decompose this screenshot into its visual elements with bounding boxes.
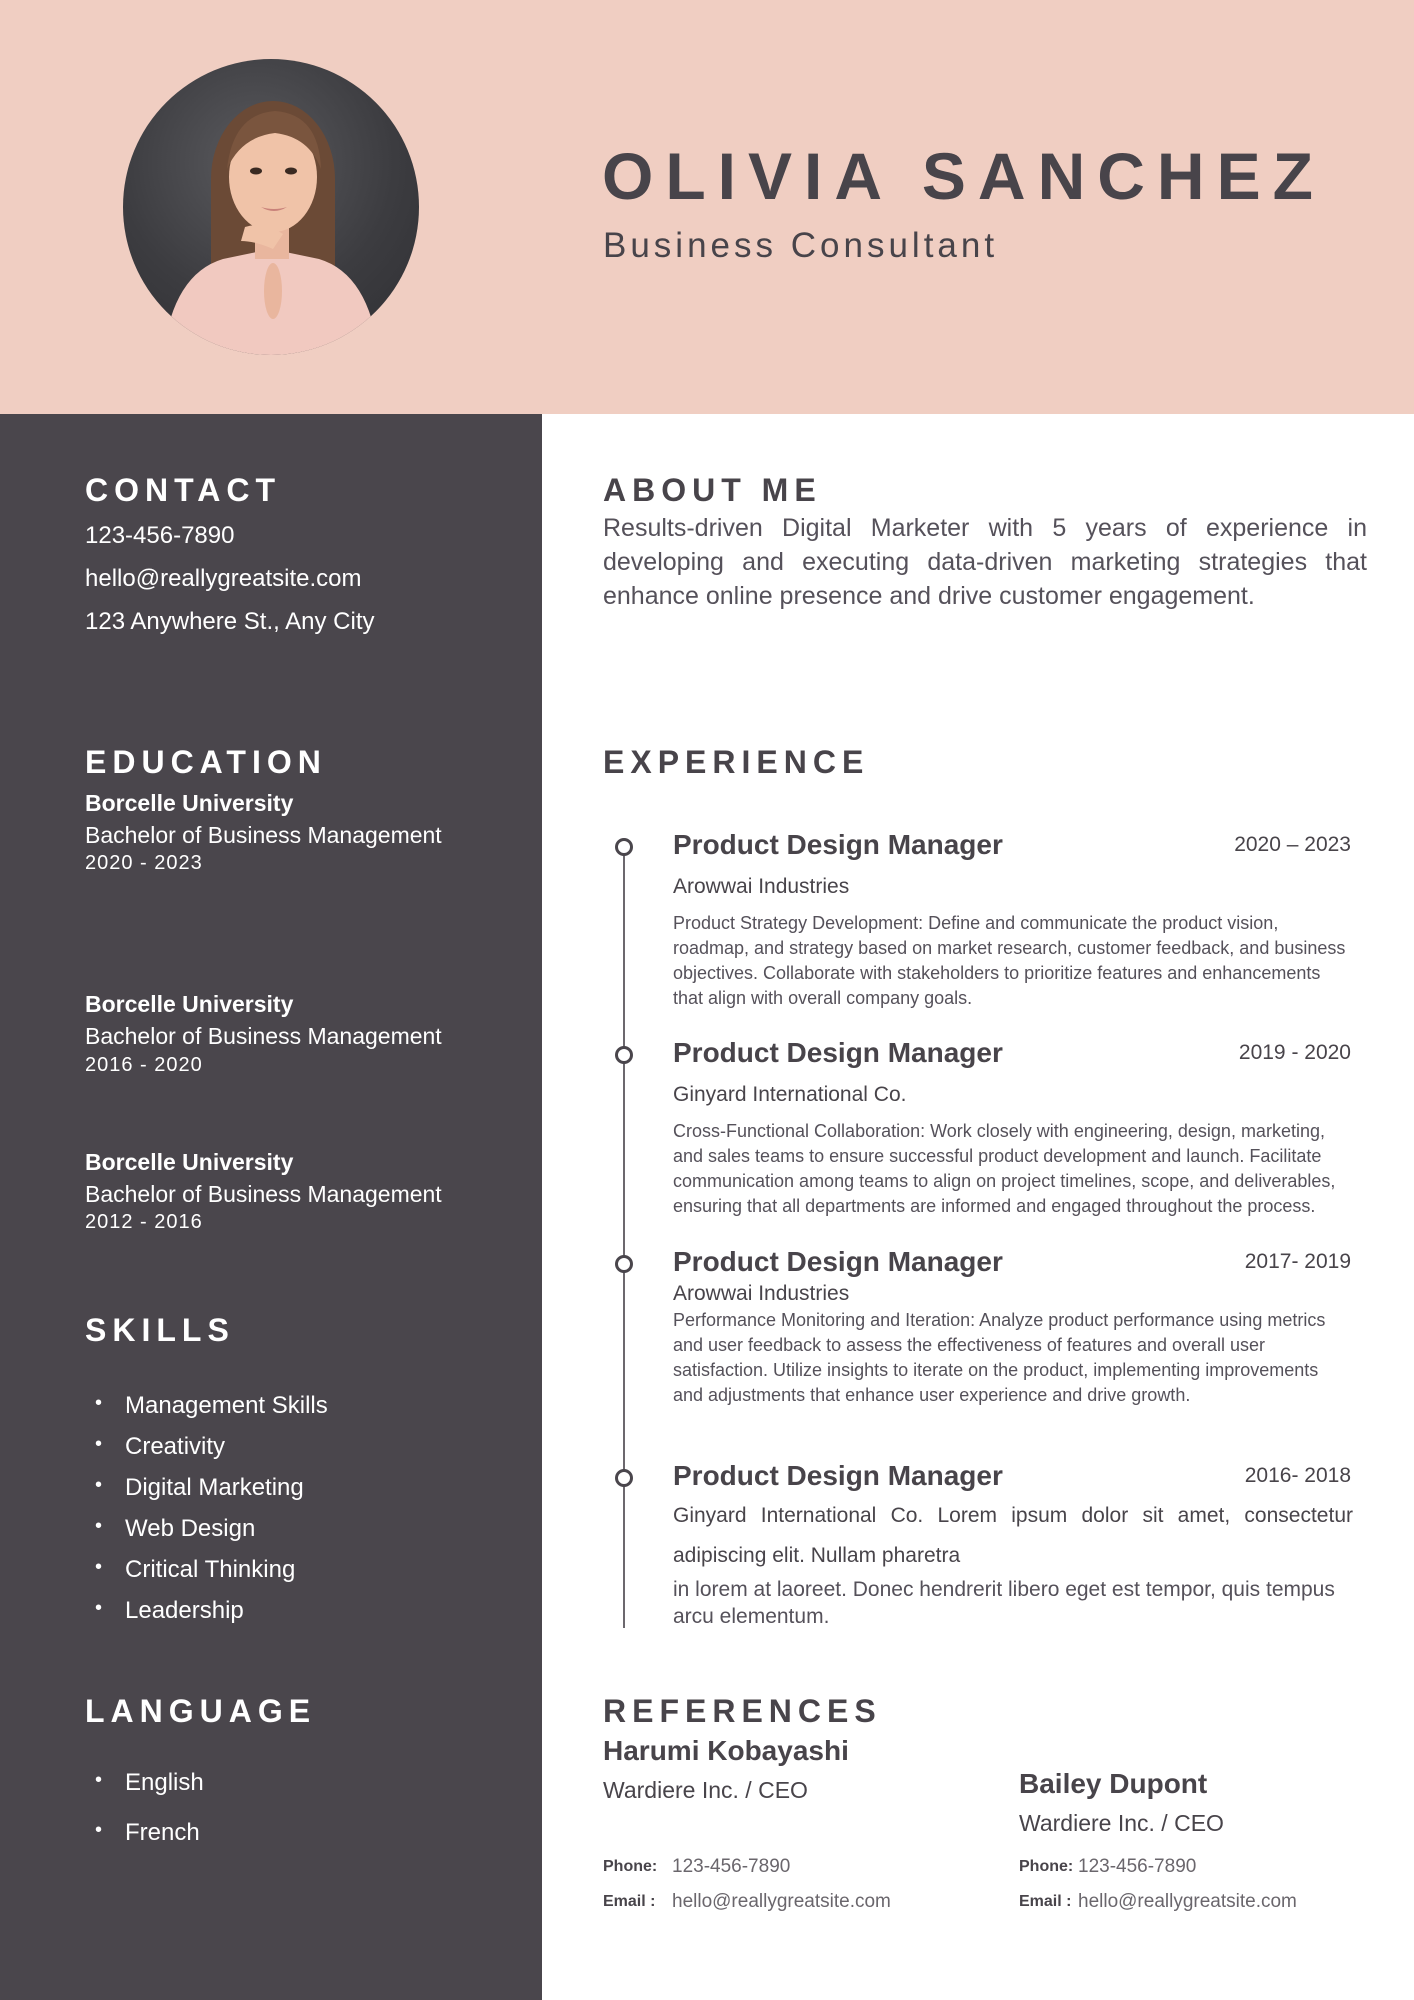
reference-phone: 123-456-7890 (1078, 1856, 1197, 1877)
language-heading: LANGUAGE (85, 1693, 317, 1729)
timeline-dot (615, 1046, 633, 1064)
education-years: 2016 - 2020 (85, 1054, 203, 1076)
skill-item: • Leadership (85, 1597, 328, 1638)
skill-item: • Creativity (85, 1433, 328, 1474)
experience-heading: EXPERIENCE (603, 744, 870, 780)
timeline-dot (615, 1255, 633, 1273)
education-school: Borcelle University (85, 790, 294, 816)
job-dates: 2020 – 2023 (1234, 833, 1351, 856)
timeline-dot (615, 838, 633, 856)
job-description: in lorem at laoreet. Donec hendrerit libero eget est tempor, quis tempus arcu elementum. (673, 1578, 1335, 1628)
skill-item: • Critical Thinking (85, 1556, 328, 1597)
profile-photo-illustration (123, 59, 419, 355)
education-years: 2012 - 2016 (85, 1211, 203, 1233)
job-company: Arowwai Industries (673, 875, 850, 898)
skills-list (85, 1392, 328, 1638)
reference-phone-label: Phone: (1019, 1858, 1074, 1875)
experience-item (673, 1037, 1353, 1219)
candidate-title: Business Consultant (603, 226, 999, 265)
job-company: Ginyard International Co. Lorem ipsum dolor sit amet, consectetur adipiscing elit. Nullam pharetra (673, 1504, 1353, 1567)
education-degree: Bachelor of Business Management (85, 1181, 442, 1207)
reference-phone: 123-456-7890 (672, 1856, 791, 1877)
skills-heading: SKILLS (85, 1312, 235, 1348)
reference-email-label: Email : (603, 1893, 656, 1910)
language-list (85, 1769, 204, 1869)
contact-heading: CONTACT (85, 472, 282, 508)
job-dates: 2016- 2018 (1244, 1464, 1351, 1487)
education-school: Borcelle University (85, 1149, 294, 1175)
reference-role: Wardiere Inc. / CEO (1019, 1810, 1224, 1836)
contact-phone: 123-456-7890 (85, 522, 235, 549)
skill-item: • Digital Marketing (85, 1474, 328, 1515)
skill-item: • Web Design (85, 1515, 328, 1556)
experience-item (673, 1246, 1353, 1408)
reference-name: Harumi Kobayashi (603, 1735, 849, 1766)
job-description: Performance Monitoring and Iteration: Analyze product performance using metrics and user feedback to assess the effectiveness of features and overall user satisfaction. Utilize insights to iterate on the product, implementing improvements and adjustments that enhance user experience and drive growth. (673, 1310, 1326, 1405)
job-title: Product Design Manager (673, 1460, 1003, 1491)
timeline-dot (615, 1469, 633, 1487)
job-title: Product Design Manager (673, 829, 1003, 860)
timeline-line (623, 848, 625, 1628)
reference-email-label: Email : (1019, 1893, 1072, 1910)
experience-item (673, 1460, 1353, 1630)
reference-phone-label: Phone: (603, 1858, 658, 1875)
skill-item: • Management Skills (85, 1392, 328, 1433)
job-description: Product Strategy Development: Define and communicate the product vision, roadmap, and strategy based on market research, customer feedback, and business objectives. Collaborate with stakeholders to prioritize features and enhancements that align with overall company goals. (673, 913, 1346, 1008)
education-school: Borcelle University (85, 991, 294, 1017)
candidate-name: OLIVIA SANCHEZ (602, 139, 1325, 213)
about-heading: ABOUT ME (603, 472, 822, 508)
education-years: 2020 - 2023 (85, 852, 203, 874)
reference-email: hello@reallygreatsite.com (672, 1891, 891, 1912)
reference-email: hello@reallygreatsite.com (1078, 1891, 1297, 1912)
education-heading: EDUCATION (85, 744, 327, 780)
reference-role: Wardiere Inc. / CEO (603, 1777, 808, 1803)
language-item: • French (85, 1819, 204, 1869)
about-text: Results-driven Digital Marketer with 5 years of experience in developing and executing data-driven marketing strategies that enhance online presence and drive customer engagement. (603, 514, 1367, 610)
job-dates: 2017- 2019 (1244, 1250, 1351, 1273)
language-item: • English (85, 1769, 204, 1819)
job-dates: 2019 - 2020 (1238, 1041, 1351, 1064)
job-company: Arowwai Industries (673, 1282, 850, 1305)
job-title: Product Design Manager (673, 1246, 1003, 1277)
references-heading: REFERENCES (603, 1693, 882, 1729)
experience-item (673, 829, 1353, 1011)
job-title: Product Design Manager (673, 1037, 1003, 1068)
contact-address: 123 Anywhere St., Any City (85, 608, 375, 635)
profile-photo (123, 59, 419, 355)
reference-name: Bailey Dupont (1019, 1768, 1208, 1799)
contact-email: hello@reallygreatsite.com (85, 565, 362, 592)
header-banner (0, 0, 1414, 414)
education-degree: Bachelor of Business Management (85, 1023, 442, 1049)
job-company: Ginyard International Co. (673, 1083, 907, 1106)
job-description: Cross-Functional Collaboration: Work closely with engineering, design, marketing, and sales teams to ensure successful product development and launch. Facilitate communication among teams to align on project timelines, scope, and deliverables, ensuring that all departments are informed and engaged throughout the process. (673, 1121, 1336, 1216)
education-degree: Bachelor of Business Management (85, 822, 442, 848)
